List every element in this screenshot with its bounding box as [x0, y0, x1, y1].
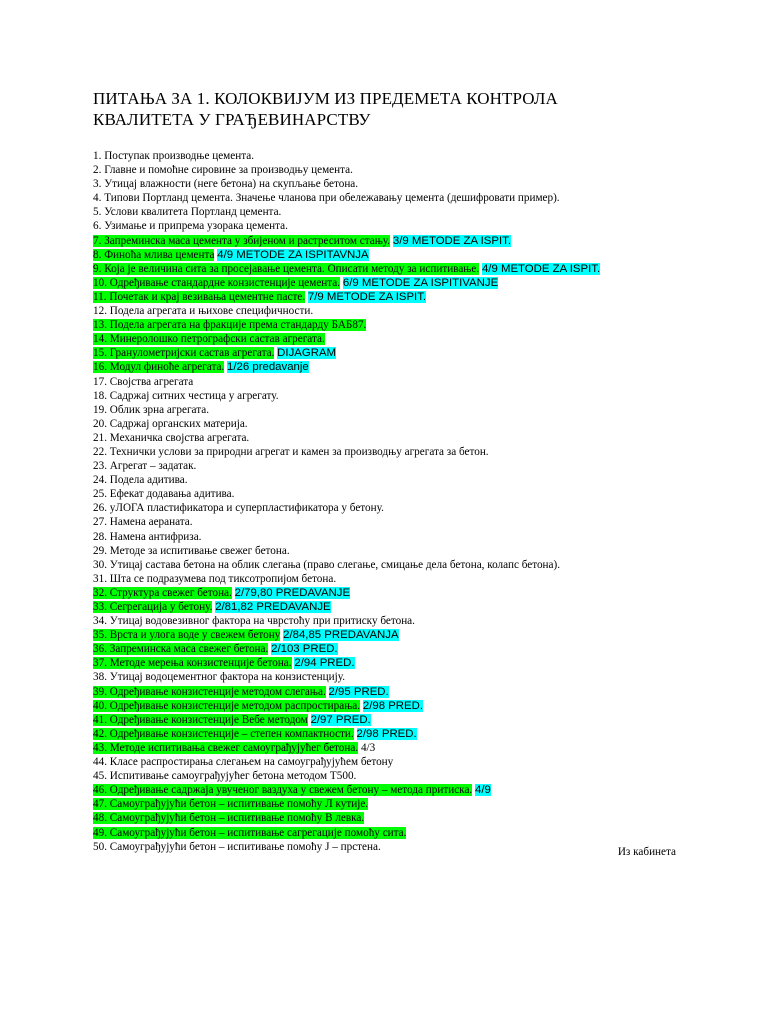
question-item	[93, 318, 683, 332]
question-item	[93, 262, 683, 276]
question-item	[93, 487, 683, 501]
question-text: 49. Самоуграђујући бетон – испитивање сагрегације помоћу сита.	[93, 826, 407, 839]
question-item	[93, 811, 683, 825]
question-text: 47. Самоуграђујући бетон – испитивање помоћу Л кутије.	[93, 798, 369, 811]
question-item	[93, 304, 683, 318]
question-item	[93, 586, 683, 600]
question-item	[93, 755, 683, 769]
question-item	[93, 501, 683, 515]
question-item	[93, 360, 683, 374]
question-text: 50. Самоуграђујући бетон – испитивање помоћу Ј – прстена.	[93, 840, 381, 853]
question-text: 11. Почетак и крај везивања цементне пасте.	[93, 290, 306, 303]
document-title	[93, 88, 683, 130]
question-item	[93, 727, 683, 741]
question-list	[93, 149, 683, 854]
question-item	[93, 572, 683, 586]
question-text: 45. Испитивање самоуграђујућег бетона методом Т500.	[93, 770, 357, 783]
footer-note: Из кабинета	[617, 846, 676, 858]
question-text: 48. Самоуграђујући бетон – испитивање помоћу В левка.	[93, 812, 365, 825]
question-item	[93, 600, 683, 614]
question-note: 2/103 PRED.	[271, 643, 338, 656]
question-note: 4/9 METODE ZA ISPITAVNJA	[217, 248, 369, 261]
question-item	[93, 614, 683, 628]
question-text: 31. Шта се подразумева под тиксотропијом бетона.	[93, 572, 337, 585]
question-note: 4/9	[475, 784, 491, 797]
question-note: 2/81,82 PREDAVANJE	[215, 601, 331, 613]
question-item	[93, 459, 683, 473]
question-note: 2/97 PRED.	[310, 713, 371, 726]
question-note: 2/95 PRED.	[328, 685, 389, 698]
question-text: 40. Одређивање конзистенције методом распростирања.	[93, 699, 361, 712]
question-text: 8. Финоћа млива цемента	[93, 248, 215, 261]
question-item	[93, 558, 683, 572]
question-item	[93, 163, 683, 177]
question-item	[93, 642, 683, 656]
document-page	[93, 88, 683, 854]
question-item	[93, 515, 683, 529]
question-text: 32. Структура свежег бетона.	[93, 586, 232, 599]
question-item	[93, 670, 683, 684]
question-item	[93, 219, 683, 233]
question-text: 33. Сегрегација у бетону.	[93, 601, 213, 613]
question-item	[93, 783, 683, 797]
question-item	[93, 797, 683, 811]
question-item	[93, 276, 683, 290]
title-line-2: КВАЛИТЕТА У ГРАЂЕВИНАРСТВУ	[93, 110, 371, 129]
question-item	[93, 628, 683, 642]
question-item	[93, 530, 683, 544]
question-text: 14. Минеролошко петрографски састав агрегата.	[93, 333, 325, 346]
question-item	[93, 248, 683, 262]
question-note: 7/9 METODE ZA ISPIT.	[307, 290, 427, 303]
question-text: 23. Агрегат – задатак.	[93, 460, 197, 473]
question-text: 3. Утицај влажности (неге бетона) на скупљање бетона.	[93, 178, 359, 191]
question-text: 42. Одређивање конзистенције – степен компактности.	[93, 727, 354, 740]
question-text: 36. Запреминска маса свежег бетона.	[93, 643, 269, 656]
question-item	[93, 403, 683, 417]
question-text: 5. Услови квалитета Портланд цемента.	[93, 206, 282, 219]
question-item	[93, 375, 683, 389]
question-text: 19. Облик зрна агрегата.	[93, 403, 210, 416]
question-text: 30. Утицај састава бетона на облик слегања (право слегање, смицање дела бетона, колапс бетона).	[93, 558, 561, 571]
question-note: 3/9 METODE ZA ISPIT.	[392, 234, 512, 247]
question-text: 12. Подела агрегата и њихове специфичности.	[93, 305, 314, 318]
question-text: 24. Подела адитива.	[93, 474, 188, 487]
question-text: 46. Одређивање садржаја увученог ваздуха у свежем бетону – метода притиска.	[93, 784, 473, 797]
question-text: 15. Гранулометријски састав агрегата.	[93, 347, 275, 360]
question-text: 9. Која је величина сита за просејавање цемента. Описати методу за испитивање.	[93, 262, 480, 275]
question-item	[93, 389, 683, 403]
question-note: DIJAGRAM	[277, 347, 337, 360]
question-item	[93, 417, 683, 431]
question-item	[93, 713, 683, 727]
question-text: 18. Садржај ситних честица у агрегату.	[93, 389, 279, 402]
question-note: 4/9 METODE ZA ISPIT.	[481, 262, 601, 275]
question-item	[93, 840, 683, 854]
question-note: 2/94 PRED.	[294, 657, 355, 670]
question-note: 4/3	[360, 741, 376, 754]
question-text: 25. Ефекат додавања адитива.	[93, 488, 235, 501]
question-text: 35. Врста и улога воде у свежем бетону	[93, 629, 281, 642]
question-item	[93, 191, 683, 205]
question-text: 28. Намена антифриза.	[93, 530, 202, 543]
question-item	[93, 234, 683, 248]
question-item	[93, 826, 683, 840]
question-item	[93, 431, 683, 445]
question-item	[93, 290, 683, 304]
question-text: 20. Садржај органских материја.	[93, 417, 248, 430]
question-text: 39. Одређивање конзистенције методом слегања.	[93, 685, 326, 698]
question-item	[93, 346, 683, 360]
question-text: 41. Одређивање конзистенције Вебе методом	[93, 713, 308, 726]
question-note: 2/79,80 PREDAVANJE	[234, 586, 351, 599]
question-text: 37. Методе мерења конзистенције бетона.	[93, 657, 292, 670]
question-text: 27. Намена аераната.	[93, 516, 193, 529]
question-note: 1/26 predavanje	[227, 361, 309, 374]
question-note: 2/98 PRED.	[356, 727, 417, 740]
question-item	[93, 544, 683, 558]
question-text: 44. Класе распростирања слегањем на самоуграђујућем бетону	[93, 756, 394, 769]
question-text: 16. Модул финоће агрегата.	[93, 361, 225, 374]
question-item	[93, 699, 683, 713]
question-text: 6. Узимање и припрема узорака цемента.	[93, 220, 288, 233]
question-text: 38. Утицај водоцементног фактора на конзистенцију.	[93, 671, 345, 684]
question-item	[93, 445, 683, 459]
question-item	[93, 685, 683, 699]
question-item	[93, 177, 683, 191]
question-text: 22. Технички услови за природни агрегат и камен за производњу агрегата за бетон.	[93, 445, 489, 458]
question-note: 2/98 PRED.	[362, 699, 424, 712]
question-note: 6/9 METODE ZA ISPITIVANJE	[342, 276, 499, 289]
question-item	[93, 656, 683, 670]
question-text: 4. Типови Портланд цемента. Значење чланова при обележавању цемента (дешифровати пример).	[93, 192, 560, 205]
question-text: 43. Методе испитивања свежег самоуграђујућег бетона.	[93, 741, 359, 754]
question-text: 26. уЛОГА пластификатора и суперпластификатора у бетону.	[93, 502, 384, 515]
question-text: 7. Запреминска маса цемента у збијеном и растреситом стању.	[93, 234, 391, 247]
title-line-1: ПИТАЊА ЗА 1. КОЛОКВИЈУМ ИЗ ПРЕДЕМЕТА КОНТРОЛА	[93, 89, 558, 108]
question-text: 13. Подела агрегата на фракције према стандарду БАБ87.	[93, 319, 367, 332]
question-text: 17. Својства агрегата	[93, 375, 194, 388]
question-item	[93, 332, 683, 346]
question-text: 10. Одређивање стандардне конзистенције цемента.	[93, 276, 341, 289]
question-text: 34. Утицај водовезивног фактора на чврстоћу при притиску бетона.	[93, 615, 415, 628]
question-item	[93, 149, 683, 163]
question-item	[93, 473, 683, 487]
question-item	[93, 769, 683, 783]
question-note: 2/84,85 PREDAVANJA	[283, 629, 399, 642]
question-text: 2. Главне и помоћне сировине за производњу цемента.	[93, 164, 353, 177]
question-item	[93, 205, 683, 219]
question-text: 29. Методе за испитивање свежег бетона.	[93, 544, 290, 557]
question-text: 1. Поступак производње цемента.	[93, 150, 255, 162]
question-item	[93, 741, 683, 755]
question-text: 21. Механичка својства агрегата.	[93, 431, 250, 444]
